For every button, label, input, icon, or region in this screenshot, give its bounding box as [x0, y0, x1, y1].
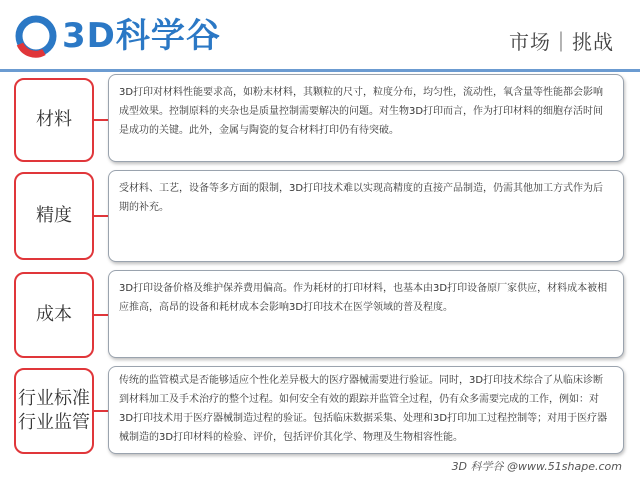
logo-ring-icon — [14, 14, 58, 58]
row-cost — [10, 270, 626, 360]
row-label: 行业标准 行业监管 — [18, 387, 90, 433]
logo — [14, 12, 221, 60]
row-precision — [10, 170, 626, 262]
label-box-materials — [14, 78, 94, 162]
connector-line — [94, 314, 108, 316]
section-title: 市场｜挑战 — [509, 30, 614, 54]
row-label: 成本 — [36, 303, 72, 325]
header-divider — [0, 69, 640, 72]
label-box-precision — [14, 172, 94, 260]
row-materials — [10, 74, 626, 164]
connector-line — [94, 410, 108, 412]
content-box-cost — [108, 270, 624, 358]
row-label: 精度 — [36, 204, 72, 226]
logo-text: 3D科学谷 — [62, 16, 221, 56]
label-box-cost — [14, 272, 94, 358]
row-text: 3D打印对材料性能要求高，如粉末材料，其颗粒的尺寸，粒度分布，均匀性，流动性，氧含量等性能都会影响成型效果。控制原料的夹杂也是质量控制需要解决的问题。对生物3D打印而言，作为打印材料的细胞存活时间是成功的关键。此外，金属与陶瓷的复合材料打印仍有待突破。 — [119, 87, 604, 136]
row-text: 传统的监管模式是否能够适应个性化差异极大的医疗器械需要进行验证。同时，3D打印技术综合了从临床诊断到材料加工及手术治疗的整个过程。如何安全有效的跟踪并监管全过程，仍有众多需要完成的工作，例如：对3D打印技术用于医疗器械制造过程的验证。包括临床数据采集、处理和3D打印加工过程控制等；对用于医疗器械制造的3D打印材料的检验、评价，包括评价其化学、物理及生物相容性能。 — [119, 375, 608, 443]
connector-line — [94, 215, 108, 217]
footer-watermark: 3D 科学谷 @www.51shape.com — [451, 460, 622, 473]
row-text: 3D打印设备价格及维护保养费用偏高。作为耗材的打印材料，也基本由3D打印设备原厂家供应，材料成本被相应推高，高昂的设备和耗材成本会影响3D打印技术在医学领域的普及程度。 — [119, 283, 608, 313]
content-box-precision — [108, 170, 624, 262]
content-box-materials — [108, 74, 624, 162]
header — [0, 0, 640, 72]
row-label: 材料 — [36, 108, 72, 130]
connector-line — [94, 119, 108, 121]
row-regulation — [10, 366, 626, 456]
label-box-regulation — [14, 368, 94, 454]
row-text: 受材料、工艺，设备等多方面的限制，3D打印技术难以实现高精度的直接产品制造，仍需其他加工方式作为后期的补充。 — [119, 183, 604, 213]
content-box-regulation — [108, 366, 624, 454]
